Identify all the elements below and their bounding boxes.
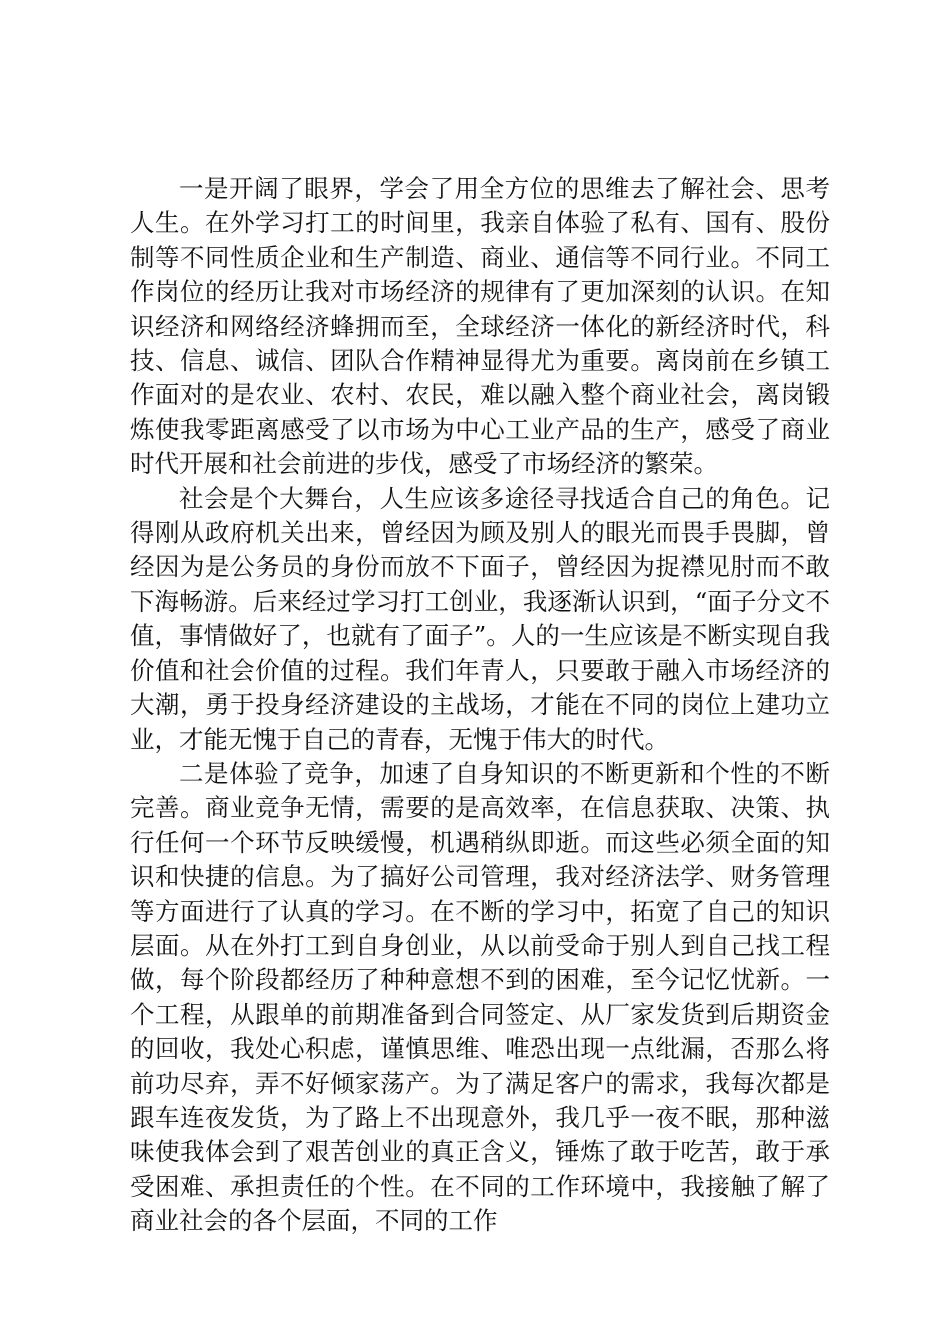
paragraph-1: 一是开阔了眼界，学会了用全方位的思维去了解社会、思考人生。在外学习打工的时间里，我亲自体验了私有、国有、股份制等不同性质企业和生产制造、商业、通信等不同行业。不同工作岗位的经历让我对市场经济的规律有了更加深刻的认识。在知识经济和网络经济蜂拥而至，全球经济一体化的新经济时代，科技、信息、诚信、团队合作精神显得尤为重要。离岗前在乡镇工作面对的是农业、农村、农民，难以融入整个商业社会，离岗锻炼使我零距离感受了以市场为中心工业产品的生产，感受了商业时代开展和社会前进的步伐，感受了市场经济的繁荣。 (130, 174, 830, 479)
paragraph-3: 二是体验了竞争，加速了自身知识的不断更新和个性的不断完善。商业竞争无情，需要的是高效率，在信息获取、决策、执行任何一个环节反映缓慢，机遇稍纵即逝。而这些必须全面的知识和快捷的信息。为了搞好公司管理，我对经济法学、财务管理等方面进行了认真的学习。在不断的学习中，拓宽了自己的知识层面。从在外打工到自身创业，从以前受命于别人到自己找工程做，每个阶段都经历了种种意想不到的困难，至今记忆忧新。一个工程，从跟单的前期准备到合同签定、从厂家发货到后期资金的回收，我处心积虑，谨慎思维、唯恐出现一点纰漏，否那么将前功尽弃，弄不好倾家荡产。为了满足客户的需求，我每次都是跟车连夜发货，为了路上不出现意外，我几乎一夜不眠，那种滋味使我体会到了艰苦创业的真正含义，锤炼了敢于吃苦，敢于承受困难、承担责任的个性。在不同的工作环境中，我接触了解了商业社会的各个层面，不同的工作 (130, 758, 830, 1236)
document-body (130, 172, 830, 1239)
paragraph-2: 社会是个大舞台，人生应该多途径寻找适合自己的角色。记得刚从政府机关出来，曾经因为顾及别人的眼光而畏手畏脚，曾经因为是公务员的身份而放不下面子，曾经因为捉襟见肘而不敢下海畅游。后来经过学习打工创业，我逐渐认识到，“面子分文不值，事情做好了，也就有了面子”。人的一生应该是不断实现自我价值和社会价值的过程。我们年青人，只要敢于融入市场经济的大潮，勇于投身经济建设的主战场，才能在不同的岗位上建功立业，才能无愧于自己的青春，无愧于伟大的时代。 (130, 483, 830, 754)
